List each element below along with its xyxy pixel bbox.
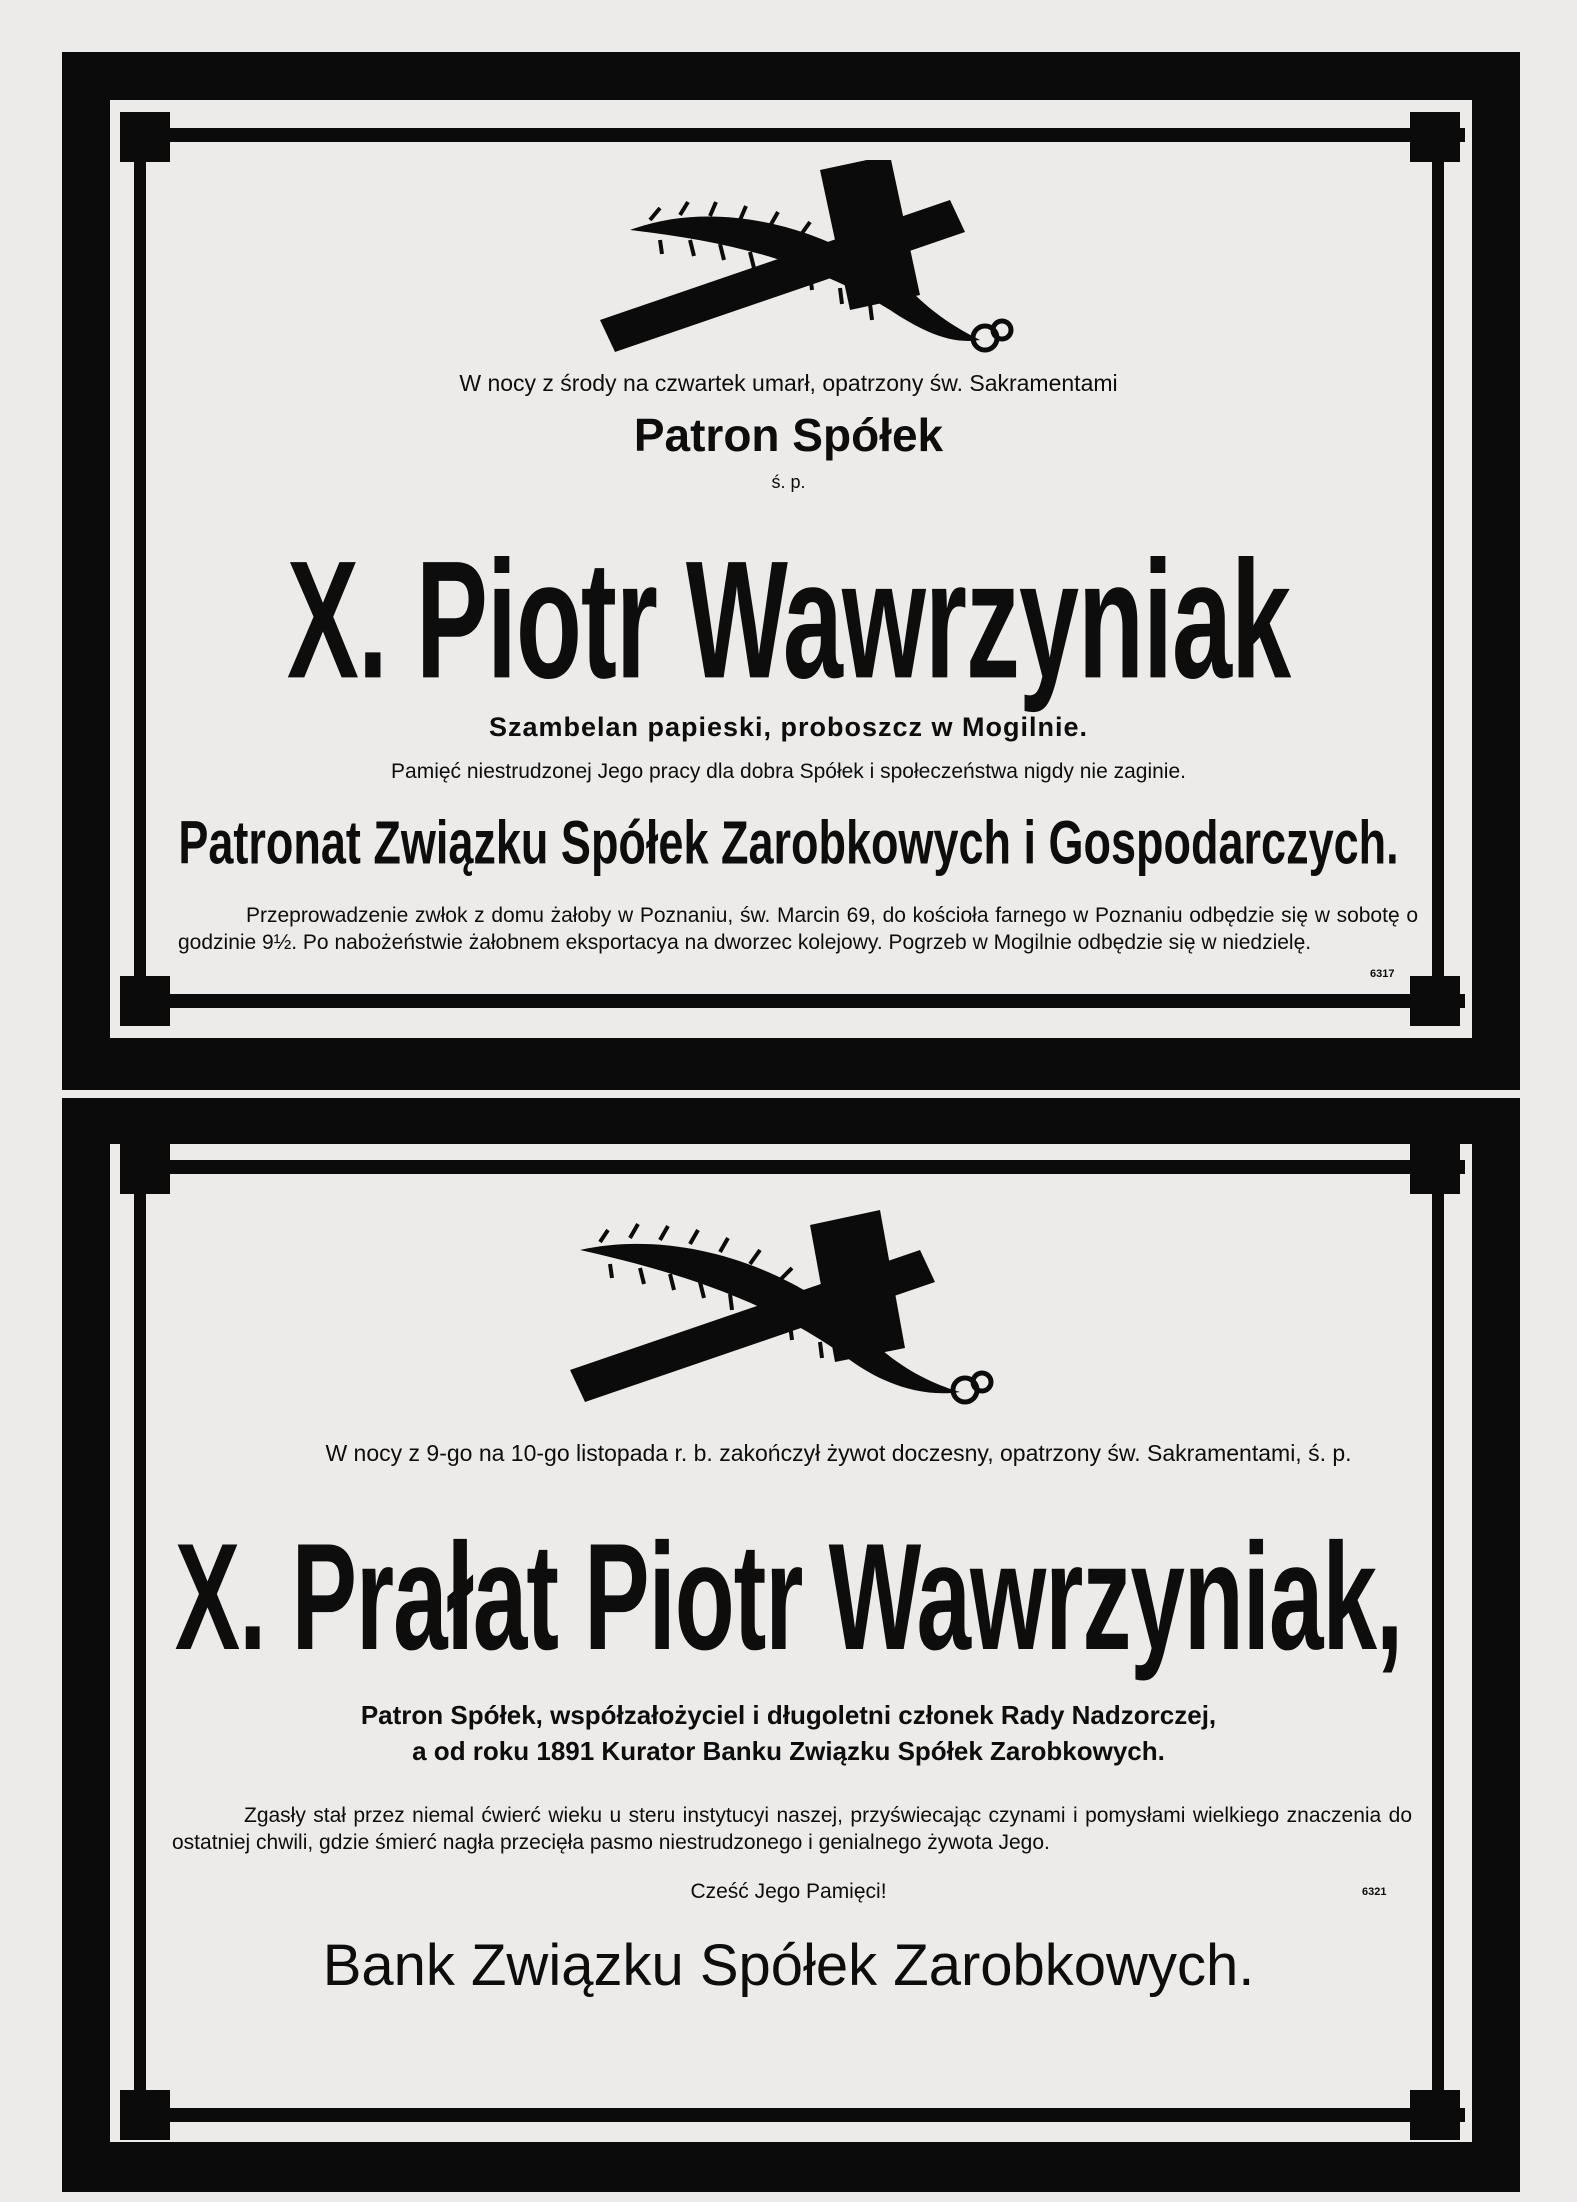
obituary-notice-1 (0, 0, 1577, 1090)
frame-bottom-inner (120, 994, 1465, 1008)
frame-top-outer (62, 1098, 1520, 1144)
notice2-code: 6321 (1362, 1886, 1387, 1898)
notice1-memory: Pamięć niestrudzonej Jego pracy dla dobra Spółek i społeczeństwa nigdy nie zaginie. (391, 760, 1186, 783)
notice1-sp: ś. p. (771, 472, 806, 492)
frame-corner (1410, 2090, 1460, 2140)
frame-top-inner (120, 128, 1465, 142)
notice2-body: Zgasły stał przez niemal ćwierć wieku u steru instytucyi naszej, przyświecając czynami i pomysłami wielkiego znaczenia do ostatniej chwili, gdzie śmierć nagła przecięła pasmo niestrudzonego i genialnego żywota Jego. (172, 1804, 1412, 1854)
cross-with-palm-icon (560, 1210, 1000, 1410)
notice2-honor: Cześć Jego Pamięci! (690, 1880, 887, 1903)
frame-bottom-inner (120, 2108, 1465, 2122)
notice1-role: Patron Spółek (633, 409, 944, 461)
notice2-name-wrap (0, 1480, 1577, 1682)
frame-top-outer (62, 52, 1520, 100)
frame-corner (1410, 976, 1460, 1026)
notice1-title: Szambelan papieski, proboszcz w Mogilnie. (488, 712, 1089, 742)
notice1-code: 6317 (1370, 968, 1395, 980)
notice1-signature: Patronat Związku Spółek Zarobkowych i Gospodarczych. (178, 808, 1399, 877)
frame-bottom-outer (62, 1038, 1520, 1090)
notice1-funeral: Przeprowadzenie zwłok z domu żałoby w Poznaniu, św. Marcin 69, do kościoła farnego w Poznaniu odbędzie się w sobotę o godzinie 9½. Po nabożeństwie żałobnem eksportacya na dworzec kolejowy. Pogrzeb w Mogilnie odbędzie się w niedzielę. (178, 904, 1418, 954)
notice2-title-line2: a od roku 1891 Kurator Banku Związku Spółek Zarobkowych. (412, 1736, 1165, 1766)
notice2-signature: Bank Związku Spółek Zarobkowych. (322, 1933, 1255, 1998)
notice1-name: X. Piotr Wawrzyniak (286, 525, 1291, 713)
notice2-name: X. Prałat Piotr Wawrzyniak, (174, 1511, 1403, 1682)
notice1-name-wrap (0, 496, 1577, 713)
notice2-title-line1: Patron Spółek, współzałożyciel i długoletni członek Rady Nadzorczej, (360, 1700, 1217, 1730)
frame-corner (1410, 1144, 1460, 1194)
frame-corner (1410, 112, 1460, 162)
frame-top-inner (120, 1160, 1465, 1174)
frame-corner (120, 2090, 170, 2140)
cross-with-palm-icon (590, 160, 1030, 360)
frame-bottom-outer (62, 2142, 1520, 2192)
frame-corner (120, 112, 170, 162)
obituary-notice-2 (0, 1090, 1577, 2202)
frame-corner (120, 976, 170, 1026)
notice2-intro: W nocy z 9-go na 10-go listopada r. b. zakończył żywot doczesny, opatrzony św. Sakramentami, ś. p. (325, 1440, 1352, 1466)
frame-corner (120, 1144, 170, 1194)
notice1-intro: W nocy z środy na czwartek umarł, opatrzony św. Sakramentami (459, 370, 1118, 396)
